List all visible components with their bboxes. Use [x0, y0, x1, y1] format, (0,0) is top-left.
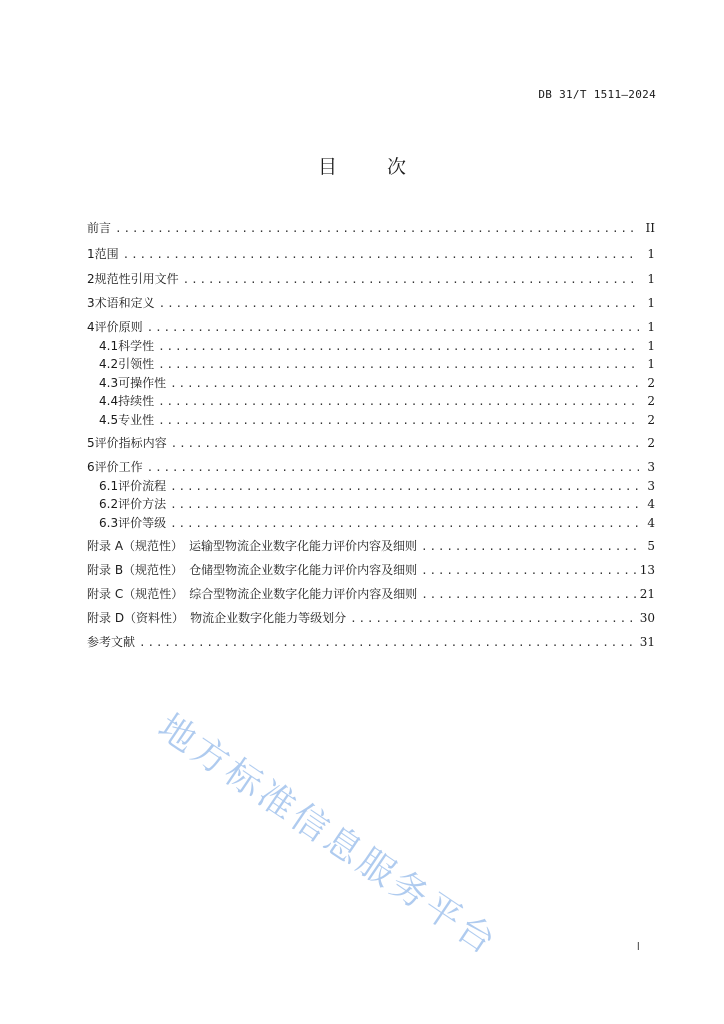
toc-entry-number: 4	[87, 320, 95, 334]
toc-entry-label: 术语和定义	[94, 296, 155, 310]
toc-entry-page: 1	[647, 272, 655, 286]
dot-leader	[158, 395, 639, 408]
toc-entry-number: 4.2	[99, 357, 119, 371]
dot-leader	[147, 321, 639, 334]
toc-entry-page: 2	[647, 376, 655, 390]
toc-entry-label: 评价工作	[94, 460, 143, 474]
dot-leader	[171, 437, 639, 450]
toc-entry-page: 1	[647, 296, 655, 310]
dot-leader	[421, 588, 636, 601]
dot-leader	[147, 461, 639, 474]
dot-leader	[159, 297, 639, 310]
dot-leader	[183, 273, 639, 286]
toc-entry-page: 4	[647, 516, 655, 530]
toc-entry-page: II	[645, 221, 655, 235]
toc-entry-label: 评价流程	[118, 479, 167, 493]
toc-entry-number: 附录 D（资料性）	[87, 611, 185, 625]
title-part-2: 次	[387, 156, 407, 178]
toc-entry-label: 引领性	[118, 357, 155, 371]
toc-entry-label: 评价原则	[94, 320, 143, 334]
toc-entry-label: 评价指标内容	[94, 436, 167, 450]
standard-number: DB 31/T 1511—2024	[538, 88, 656, 101]
toc-entry-number: 附录 A（规范性）	[87, 539, 184, 553]
watermark: 地方标准信息服务平台	[150, 706, 506, 965]
toc-entry-number: 6.3	[99, 516, 119, 530]
toc-entry-page: 21	[639, 587, 655, 601]
toc-entry-page: 3	[647, 460, 655, 474]
toc-entry-page: 2	[647, 394, 655, 408]
toc-entry-page: 1	[647, 320, 655, 334]
toc-entry-page: 2	[647, 413, 655, 427]
dot-leader	[158, 340, 639, 353]
toc-entry[interactable]	[99, 337, 655, 355]
dot-leader	[115, 222, 639, 235]
toc-entry-label: 运输型物流企业数字化能力评价内容及细则	[189, 539, 418, 553]
toc-entry-label: 持续性	[118, 394, 155, 408]
dot-leader	[158, 358, 639, 371]
dot-leader	[350, 612, 636, 625]
toc-entry-number: 4.5	[99, 413, 119, 427]
toc-entry[interactable]	[99, 355, 655, 373]
toc-entry-label: 综合型物流企业数字化能力评价内容及细则	[189, 587, 418, 601]
toc-entry[interactable]	[99, 514, 655, 532]
toc-entry-page: 30	[639, 611, 655, 625]
toc-entry-label: 物流企业数字化能力等级划分	[190, 611, 347, 625]
toc-entry[interactable]	[99, 411, 655, 429]
dot-leader	[170, 377, 639, 390]
toc-entry-page: 1	[647, 357, 655, 371]
toc-entry-page: 1	[647, 247, 655, 261]
toc-entry[interactable]	[87, 294, 655, 312]
toc-entry[interactable]	[87, 245, 655, 263]
toc-entry-page: 3	[647, 479, 655, 493]
toc-entry-number: 附录 C（规范性）	[87, 587, 184, 601]
toc-entry-label: 前言	[87, 221, 112, 235]
toc-entry-number: 4.4	[99, 394, 119, 408]
toc-entry[interactable]	[87, 609, 655, 627]
dot-leader	[421, 564, 636, 577]
toc-entry-number: 3	[87, 296, 95, 310]
toc-entry[interactable]	[87, 633, 655, 651]
toc-entry-page: 13	[639, 563, 655, 577]
toc-entry-number: 6.1	[99, 479, 119, 493]
page-number: I	[636, 940, 640, 953]
toc-entry-label: 科学性	[118, 339, 155, 353]
toc-entry-page: 1	[647, 339, 655, 353]
toc-entry[interactable]	[99, 477, 655, 495]
toc-entry-label: 规范性引用文件	[94, 272, 179, 286]
toc-entry-page: 5	[647, 539, 655, 553]
toc-entry-number: 6	[87, 460, 95, 474]
toc-entry-label: 评价方法	[118, 497, 167, 511]
dot-leader	[170, 480, 639, 493]
toc-entry-number: 5	[87, 436, 95, 450]
toc-entry-number: 1	[87, 247, 95, 261]
toc-entry[interactable]	[87, 585, 655, 603]
toc-entry-page: 2	[647, 436, 655, 450]
toc-entry-number: 4.1	[99, 339, 119, 353]
toc-entry[interactable]	[87, 219, 655, 237]
toc-entry-number: 6.2	[99, 497, 119, 511]
toc-entry[interactable]	[87, 458, 655, 476]
toc-entry[interactable]	[99, 374, 655, 392]
dot-leader	[170, 517, 639, 530]
toc-entry[interactable]	[99, 495, 655, 513]
toc-entry-label: 范围	[94, 247, 119, 261]
toc-entry-number: 2	[87, 272, 95, 286]
toc-entry[interactable]	[87, 561, 655, 579]
toc-entry[interactable]	[87, 270, 655, 288]
toc-entry[interactable]	[87, 318, 655, 336]
dot-leader	[139, 636, 636, 649]
toc-entry-label: 参考文献	[87, 635, 136, 649]
dot-leader	[158, 414, 639, 427]
toc-entry-number: 附录 B（规范性）	[87, 563, 184, 577]
dot-leader	[170, 498, 639, 511]
dot-leader	[421, 540, 639, 553]
toc-entry-page: 31	[639, 635, 655, 649]
title-part-1: 目	[317, 156, 337, 178]
dot-leader	[123, 248, 639, 261]
toc-entry-number: 4.3	[99, 376, 119, 390]
toc-entry[interactable]	[87, 434, 655, 452]
toc-entry-page: 4	[647, 497, 655, 511]
page-title	[0, 152, 724, 179]
toc-entry[interactable]	[99, 392, 655, 410]
toc-entry[interactable]	[87, 537, 655, 555]
toc-entry-label: 仓储型物流企业数字化能力评价内容及细则	[189, 563, 418, 577]
toc-entry-label: 可操作性	[118, 376, 167, 390]
toc-entry-label: 专业性	[118, 413, 155, 427]
toc-entry-label: 评价等级	[118, 516, 167, 530]
